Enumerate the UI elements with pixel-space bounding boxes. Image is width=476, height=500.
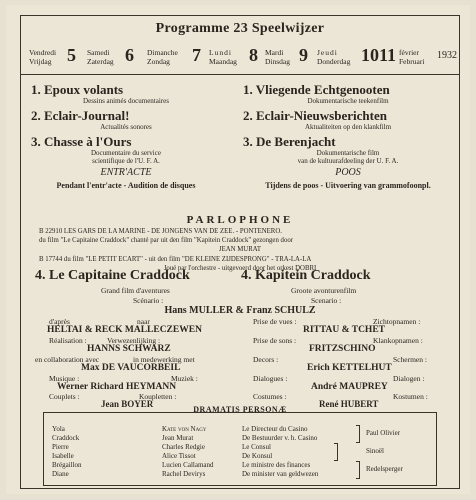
label-collab: en collaboration avec [35, 355, 100, 364]
day-fr: Jeudi [317, 48, 338, 57]
label-dapres: d'après [49, 317, 70, 326]
programme-nl [243, 82, 453, 191]
poos-heading: POOS [335, 167, 361, 178]
cast-role: Craddock [52, 434, 80, 442]
month-fr: février [399, 48, 419, 57]
item-title: 1. Vliegende Echtgenooten [243, 82, 390, 97]
feature-title-fr: 4. Le Capitaine Craddock [35, 268, 190, 283]
cast-actor: Rachel Devirys [162, 470, 206, 478]
costumer: René HUBERT [319, 399, 379, 409]
label-kostumen: Kostumen : [393, 392, 428, 401]
feature-title-nl: 4. Kapitein Craddock [241, 268, 371, 283]
record-line: du film "Le Capitaine Craddock" chanté par uit den film "Kapitein Craddock" gezongen door [39, 237, 294, 244]
item-title: 2. Eclair-Journal! [31, 108, 130, 123]
sound: FRITZSCHINO [309, 344, 376, 354]
label-koupletten: Koupletten : [139, 392, 177, 401]
item-subtitle: Dokumentarische film [316, 149, 380, 157]
cast-actor: Paul Olivier [366, 429, 401, 437]
poos-desc: Tijdens de poos - Uitvoering van grammofoonpl. [265, 181, 431, 190]
label-medewerking: in medewerking met [133, 355, 195, 364]
label-prise-son: Prise de sons : [253, 336, 297, 345]
day-number: 11 [379, 45, 397, 65]
label-verwezenlijking: Verwezenlijking : [107, 336, 161, 345]
record-line: B 22910 LES GARS DE LA MARINE - DE JONGENS VAN DE ZEE. - PONTENERO. [39, 228, 282, 235]
header [21, 16, 459, 75]
year: 1932 [437, 50, 457, 61]
label-zichtopnamen: Zichtopnamen : [373, 317, 421, 326]
parlophone-brand: PARLOPHONE [186, 214, 294, 226]
cast-role: Yola [52, 425, 65, 433]
collaborator: Max DE VAUCORBEIL [81, 363, 181, 373]
item-subtitle: Dessins animés documentaires [83, 97, 169, 105]
programme-frame [20, 15, 460, 489]
label-schermen: Schermen : [393, 355, 427, 364]
cast-role: Diane [52, 470, 69, 478]
day-nl: Dinsdag [265, 57, 290, 66]
cast-actor: Redelsperger [366, 465, 403, 473]
cast-box [43, 405, 437, 486]
cast-role: Isabelle [52, 452, 74, 460]
lyricist: Jean BOYER [101, 399, 154, 409]
cast-role: Le ministre des finances [242, 461, 311, 469]
item-title: 1. Epoux volants [31, 82, 124, 97]
item-subtitle: Dokumentarische teekenfilm [307, 97, 389, 105]
label-dialogen: Dialogen : [393, 374, 425, 383]
scenario-names: Hans MULLER & Franz SCHULZ [164, 305, 316, 316]
programme-page [6, 5, 470, 494]
label-naar: naar [137, 317, 150, 326]
record-line: JEAN MURAT [218, 246, 262, 253]
item-title: 3. De Berenjacht [243, 134, 336, 149]
cast-actor: Charles Redgie [162, 443, 205, 451]
day-number: 5 [67, 45, 76, 65]
record-line: B 17744 du film "LE PETIT ECART" - uit den film "DE KLEINE ZIJDESPRONG" - TRA-LA-LA [39, 256, 312, 263]
director: HANNS SCHWARZ [87, 344, 171, 354]
cast-actor: Sinoël [366, 447, 384, 455]
cast-role: Brégaillon [52, 461, 82, 469]
day-fr: Samedi [87, 48, 110, 57]
programme-title: Programme 23 Speelwijzer [155, 21, 325, 36]
item-subtitle: Aktualiteiten op den klankfilm [304, 123, 392, 131]
item-subtitle: Documentaire du service [91, 149, 161, 157]
day-number: 6 [125, 45, 134, 65]
label-prise-vues: Prise de vues : [253, 317, 297, 326]
cast-role: Le Consul [242, 443, 271, 451]
day-number: 10 [361, 45, 379, 65]
label-dialogues: Dialogues : [253, 374, 288, 383]
day-number: 8 [249, 45, 258, 65]
writer: André MAUPREY [311, 382, 388, 392]
authors: HELTAI & RECK MALLECZEWEN [47, 325, 202, 335]
item-subtitle: scientifique de l'U. F. A. [92, 157, 160, 165]
cast-role: De minister van geldwezen [242, 470, 319, 478]
day-fr: Mardi [265, 48, 284, 57]
cast-heading: DRAMATIS PERSONÆ [193, 405, 287, 414]
composer: Werner Richard HEYMANN [57, 382, 177, 392]
entracte-desc: Pendant l'entr'acte - Audition de disques [56, 181, 196, 190]
day-number: 7 [192, 45, 201, 65]
cast-role: Le Directeur du Casino [242, 425, 308, 433]
day-nl: Zaterdag [87, 57, 114, 66]
label-muziek: Muziek : [171, 374, 198, 383]
date-row [29, 45, 457, 69]
day-fr: Dimanche [147, 48, 178, 57]
day-nl: Zondag [147, 57, 170, 66]
programme-fr [31, 82, 221, 191]
item-title: 3. Chasse à l'Ours [31, 134, 132, 149]
item-subtitle: van de kultuurafdeeling der U. F. A. [297, 157, 399, 165]
label-decors: Decors : [253, 355, 279, 364]
cast-actor: Jean Murat [162, 434, 194, 442]
designer: Erich KETTELHUT [307, 363, 392, 373]
day-nl: Donderdag [317, 57, 351, 66]
cast-role: Pierre [52, 443, 69, 451]
camera: RITTAU & TCHET [303, 325, 385, 335]
record-line: Joué par l'orchestre - uitgevoerd door het orkest DOBRI [163, 265, 317, 272]
label-scenario-fr: Scénario : [133, 296, 164, 305]
bracket [334, 443, 338, 461]
label-musique: Musique : [49, 374, 80, 383]
cast-role: De Konsul [242, 452, 273, 460]
genre-nl: Groote avonturenfilm [291, 286, 357, 295]
item-subtitle: Actualités sonores [100, 123, 152, 131]
genre-fr: Grand film d'aventures [101, 286, 170, 295]
day-fr: Vendredi [29, 48, 57, 57]
bracket [356, 461, 360, 479]
item-title: 2. Eclair-Nieuwsberichten [243, 108, 387, 123]
cast-actor: Alice Tissot [162, 452, 196, 460]
day-number: 9 [299, 45, 308, 65]
label-klankopnamen: Klankopnamen : [373, 336, 423, 345]
label-costumes: Costumes : [253, 392, 287, 401]
label-realisation: Réalisation : [49, 336, 87, 345]
label-scenario-nl: Scenario : [311, 296, 342, 305]
entracte-heading: ENTR'ACTE [100, 167, 152, 178]
cast-actor: Lucien Callamand [162, 461, 214, 469]
day-nl: Maandag [209, 57, 237, 66]
day-fr: Lundi [209, 48, 232, 57]
cast-actor: Kate von Nagy [162, 425, 207, 433]
label-couplets: Couplets : [49, 392, 80, 401]
day-nl: Vrijdag [29, 57, 52, 66]
month-nl: Februari [399, 57, 425, 66]
cast-role: De Bestuurder v. h. Casino [242, 434, 318, 442]
bracket [356, 425, 360, 443]
